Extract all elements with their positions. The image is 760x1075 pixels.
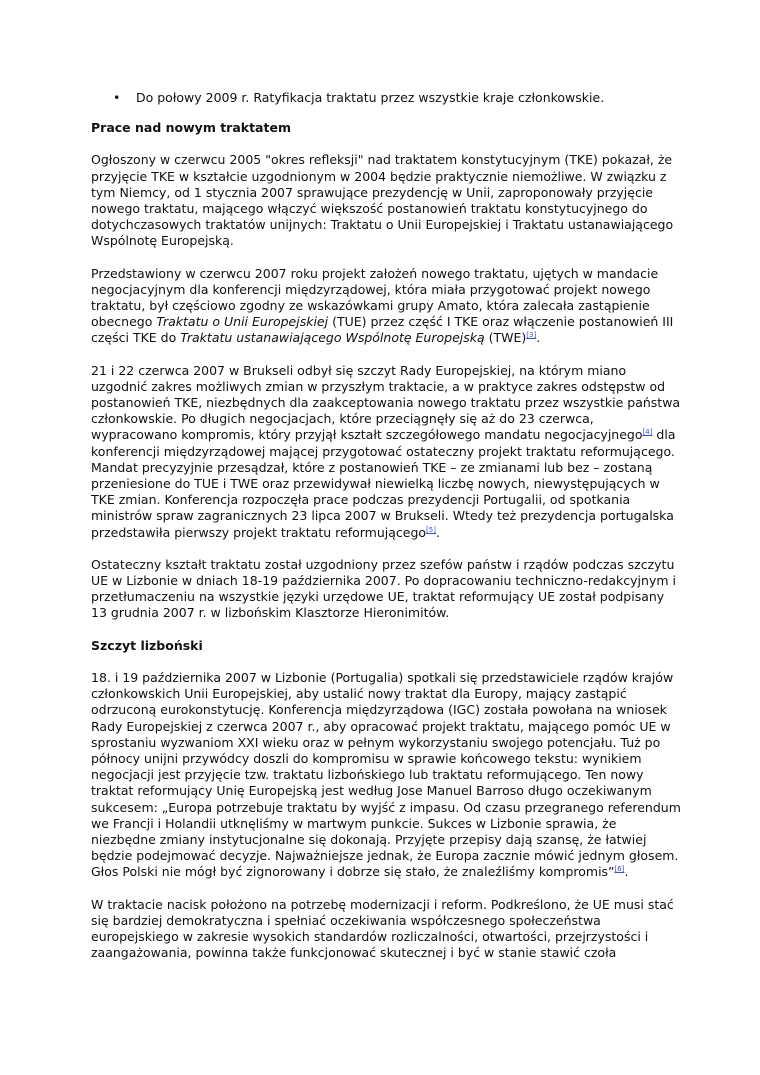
bullet-list (91, 90, 681, 106)
section-heading-prace: Prace nad nowym traktatem (91, 120, 291, 136)
footnote-link[interactable]: [5] (426, 525, 436, 534)
text-run: 18. i 19 października 2007 w Lizbonie (Portugalia) spotkali się przedstawiciele rządów krajów członkowskich Unii Europejskiej, aby ustalić nowy traktat dla Europy, mający zastąpić odrzuconą eurokonstytucję. Konferencja międzyrządowa (IGC) została powołana na wniosek Rady Europejskiej z czerwca 2007 r., aby opracować projekt traktatu, mającego pomóc UE w sprostaniu wyzwaniom XXI wieku oraz w pełnym wykorzystaniu swojego potencjału. Tuż po północy unijni przywódcy doszli do kompromisu w sprawie końcowego tekstu: wynikiem negocjacji jest przyjęcie tzw. traktatu lizbońskiego lub traktatu reformującego. Ten nowy traktat reformujący Unię Europejską jest według Jose Manuel Barroso długo oczekiwanym sukcesem: „Europa potrzebuje traktatu by wyjść z impasu. Od czasu przegranego referendum we Francji i Holandii utknęliśmy w martwym punkcie. Sukces w Lizbonie sprawia, że niezbędne zmiany instytucjonalne się dokonają. Przyjęte przepisy dają szansę, że łatwiej będzie podejmować decyzje. Najważniejsze jednak, że Europa zacznie mówić jednym głosem. Głos Polski nie mógł być zignorowany i dobrze się stało, że znaleźliśmy kompromis” (91, 669, 681, 880)
paragraph: W traktacie nacisk położono na potrzebę modernizacji i reform. Podkreślono, że UE musi stać się bardziej demokratyczna i spełniać oczekiwania współczesnego społeczeństwa europejskiego w zakresie wysokich standardów rozliczalności, otwartości, przejrzystości i zaangażowania, powinna także funkcjonować skutecznej i być w stanie stawić czoła (91, 896, 674, 961)
list-item (91, 90, 681, 106)
bullet-text: Do połowy 2009 r. Ratyfikacja traktatu przez wszystkie kraje członkowskie. (136, 90, 605, 105)
section-heading-szczyt: Szczyt lizboński (91, 637, 203, 653)
paragraph: Ogłoszony w czerwcu 2005 "okres refleksji" nad traktatem konstytucyjnym (TKE) pokazał, że przyjęcie TKE w kształcie uzgodnionym w 2004 będzie praktycznie niemożliwe. W związku z tym Niemcy, od 1 stycznia 2007 sprawujące prezydencję w Unii, zaproponowały przyjęcie nowego traktatu, mającego włączyć większość postanowień traktatu konstytucyjnego do dotychczasowych traktatów unijnych: Traktatu o Unii Europejskiej i Traktatu ustanawiającego Wspólnotę Europejską. (91, 152, 674, 249)
italic-title: Traktatu ustanawiającego Wspólnotę Europejską (180, 330, 485, 346)
text-run: (TWE) (484, 330, 527, 346)
text-run: . (536, 330, 541, 346)
footnote-link[interactable]: [3] (526, 331, 537, 340)
text-run: Przedstawiony w czerwcu 2007 roku projekt założeń nowego traktatu, ujętych w mandacie negocjacyjnym dla konferencji międzyrządowej, która miała przygotować projekt nowego traktatu, był częściowo zgodny ze wskazówkami grupy Amato, która zalecała zastąpienie obecnego (91, 265, 659, 330)
paragraph (91, 266, 681, 347)
bullet-icon: • (113, 90, 121, 105)
text-run: dla konferencji międzyrządowej mającej przygotować ostateczny projekt traktatu reformującego. Mandat precyzyjnie przesądzał, które z postanowień TKE – ze zmianami lub bez – zostaną przeniesione do TUE i TWE oraz przewidywał niewielką liczbę nowych, niewystępujących w TKE zmian. Konferencja rozpoczęła prace podczas prezydencji Portugalii, od spotkania ministrów spraw zagranicznych 23 lipca 2007 w Brukseli. Wtedy też prezydencja portugalska przedstawiła pierwszy projekt traktatu reformującego (91, 427, 676, 540)
footnote-link[interactable]: [6] (614, 865, 625, 874)
text-run: . (435, 524, 440, 540)
paragraph (91, 363, 681, 541)
text-run: (TUE) przez część I TKE oraz włączenie postanowień III części TKE do (91, 314, 674, 346)
paragraph: Ostateczny kształt traktatu został uzgodniony przez szefów państw i rządów podczas szczytu UE w Lizbonie w dniach 18-19 października 2007. Po dopracowaniu techniczno-redakcyjnym i przetłumaczeniu na wszystkie języki urzędowe UE, traktat reformujący UE został podpisany 13 grudnia 2007 r. w lizbońskim Klasztorze Hieronimitów. (91, 556, 676, 621)
document-page (91, 90, 681, 977)
text-run: . (624, 864, 629, 880)
footnote-link[interactable]: [4] (642, 428, 653, 437)
italic-title: Traktatu o Unii Europejskiej (156, 314, 329, 330)
text-run: 21 i 22 czerwca 2007 w Brukseli odbył się szczyt Rady Europejskiej, na którym miano uzgodnić zakres możliwych zmian w przyszłym traktacie, a w praktyce zakres odstępstw od postanowień TKE, niezbędnych dla zaakceptowania nowego traktatu przez wszystkie państwa członkowskie. Po długich negocjacjach, które przeciągnęły się aż do 23 czerwca, wypracowano kompromis, który przyjął kształt szczegółowego mandatu negocjacyjnego (91, 362, 681, 443)
paragraph (91, 670, 681, 881)
